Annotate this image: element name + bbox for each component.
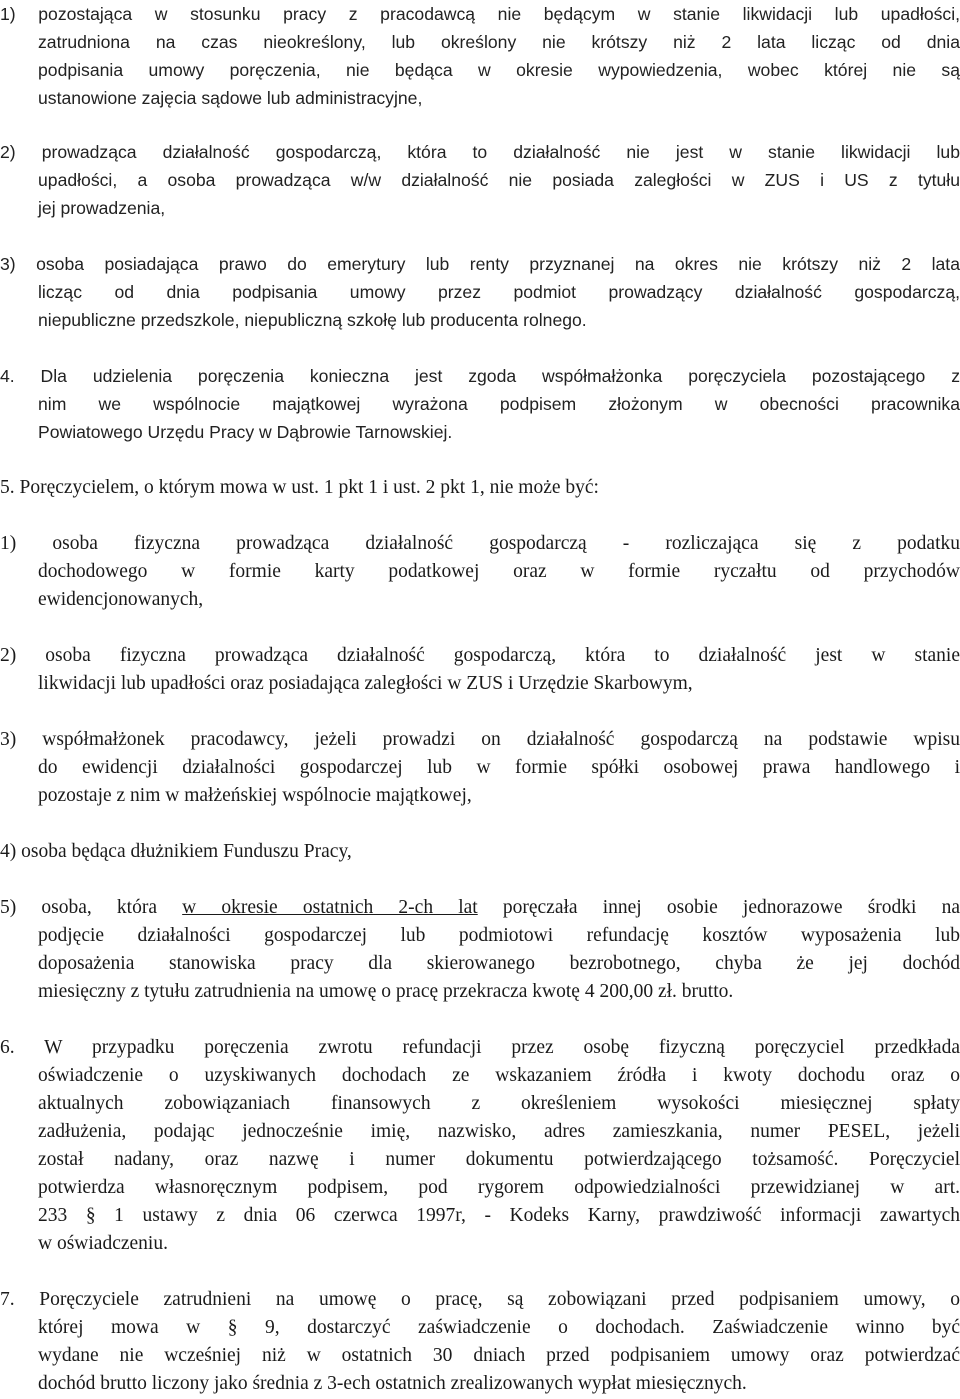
text-line: niepubliczne przedszkole, niepubliczną szkołę lub producenta rolnego.	[38, 310, 587, 330]
text-line: 2) prowadząca działalność gospodarczą, która to działalność nie jest w stanie likwidacji lub	[0, 142, 960, 162]
text-line: w oświadczeniu.	[38, 1233, 168, 1254]
text-line: likwidacji lub upadłości oraz posiadająca zaległości w ZUS i Urzędzie Skarbowym,	[38, 673, 693, 694]
text-line: doposażenia stanowiska pracy dla skierowanego bezrobotnego, chyba że jej dochód	[38, 953, 960, 974]
text-line: upadłości, a osoba prowadząca w/w działalność nie posiada zaległości w ZUS i US z tytułu	[38, 170, 960, 190]
text-line: pozostaje z nim w małżeńskiej wspólnocie majątkowej,	[38, 785, 472, 806]
text-line: 3) osoba posiadająca prawo do emerytury lub renty przyznanej na okres nie krótszy niż 2 lata	[0, 254, 960, 274]
paragraph-b2	[0, 138, 960, 222]
text-line: zadłużenia, podając jednocześnie imię, nazwisko, adres zamieszkania, numer PESEL, jeżeli	[38, 1121, 960, 1142]
text-line: nim we wspólnocie majątkowej wyrażona podpisem złożonym w obecności pracownika	[38, 394, 960, 414]
text-line: ewidencjonowanych,	[38, 589, 204, 610]
text-line: został nadany, oraz nazwę i numer dokumentu potwierdzającego tożsamość. Poręczyciel	[38, 1149, 960, 1170]
text-line: 3) współmałżonek pracodawcy, jeżeli prowadzi on działalność gospodarczą na podstawie wpisu	[0, 729, 960, 750]
text-line: 4. Dla udzielenia poręczenia konieczna jest zgoda współmałżonka poręczyciela pozostającego z	[0, 366, 960, 386]
text-line: 7. Poręczyciele zatrudnieni na umowę o pracę, są zobowiązani przed podpisaniem umowy, o	[0, 1289, 960, 1310]
paragraph-b9	[0, 838, 960, 866]
text-line: licząc od dnia podpisania umowy przez podmiot prowadzący działalność gospodarczą,	[38, 282, 960, 302]
text-line: 6. W przypadku poręczenia zwrotu refundacji przez osobę fizyczną poręczyciel przedkłada	[0, 1037, 960, 1058]
paragraph-b6	[0, 530, 960, 614]
text-line: miesięczny z tytułu zatrudnienia na umowę o pracę przekracza kwotę 4 200,00 zł. brutto.	[38, 981, 734, 1002]
text-line: jej prowadzenia,	[38, 198, 166, 218]
underlined-phrase: w okresie ostatnich 2-ch lat	[182, 897, 478, 918]
text-line: 4) osoba będąca dłużnikiem Funduszu Pracy,	[0, 841, 352, 862]
paragraph-b12	[0, 1286, 960, 1398]
text-line: 5. Poręczycielem, o którym mowa w ust. 1 pkt 1 i ust. 2 pkt 1, nie może być:	[0, 477, 599, 498]
text-line: wydane nie wcześniej niż w ostatnich 30 dniach przed podpisaniem umowy oraz potwierdzać	[38, 1345, 960, 1366]
paragraph-b4	[0, 362, 960, 446]
paragraph-b7	[0, 642, 960, 698]
text-line: zatrudniona na czas nieokreślony, lub określony nie krótszy niż 2 lata licząc od dnia	[38, 32, 960, 52]
paragraph-b1	[0, 0, 960, 112]
text-line: potwierdza własnoręcznym podpisem, pod rygorem odpowiedzialności przewidzianej w art.	[38, 1177, 960, 1198]
paragraph-b5	[0, 474, 960, 502]
text-line: dochód brutto liczony jako średnia z 3-ech ostatnich zrealizowanych wypłat miesięcznych.	[38, 1373, 747, 1394]
text-line: której mowa w § 9, dostarczyć zaświadczenie o dochodach. Zaświadczenie winno być	[38, 1317, 960, 1338]
text-line: do ewidencji działalności gospodarczej lub w formie spółki osobowej prawa handlowego i	[38, 757, 960, 778]
text-line: aktualnych zobowiązaniach finansowych z określeniem wysokości miesięcznej spłaty	[38, 1093, 960, 1114]
text-line: 233 § 1 ustawy z dnia 06 czerwca 1997r, - Kodeks Karny, prawdziwość informacji zawartych	[38, 1205, 960, 1226]
text-line: podjęcie działalności gospodarczej lub podmiotowi refundację kosztów wyposażenia lub	[38, 925, 960, 946]
text-line: podpisania umowy poręczenia, nie będąca w okresie wypowiedzenia, wobec której nie są	[38, 60, 960, 80]
text-line: ustanowione zajęcia sądowe lub administracyjne,	[38, 88, 423, 108]
text-line: 5) osoba, która w okresie ostatnich 2-ch lat poręczała innej osobie jednorazowe środki na	[0, 897, 960, 918]
paragraph-b8	[0, 726, 960, 810]
text-line: 2) osoba fizyczna prowadząca działalność gospodarczą, która to działalność jest w stanie	[0, 645, 960, 666]
text-line: oświadczenie o uzyskiwanych dochodach ze wskazaniem źródła i kwoty dochodu oraz o	[38, 1065, 960, 1086]
text-line: 1) osoba fizyczna prowadząca działalność gospodarczą - rozliczająca się z podatku	[0, 533, 960, 554]
text-line: dochodowego w formie karty podatkowej oraz w formie ryczałtu od przychodów	[38, 561, 960, 582]
paragraph-b10	[0, 894, 960, 1006]
paragraph-b3	[0, 250, 960, 334]
text-line: Powiatowego Urzędu Pracy w Dąbrowie Tarnowskiej.	[38, 422, 453, 442]
text-line: 1) pozostająca w stosunku pracy z pracodawcą nie będącym w stanie likwidacji lub upadłości,	[0, 4, 960, 24]
paragraph-b11	[0, 1034, 960, 1258]
